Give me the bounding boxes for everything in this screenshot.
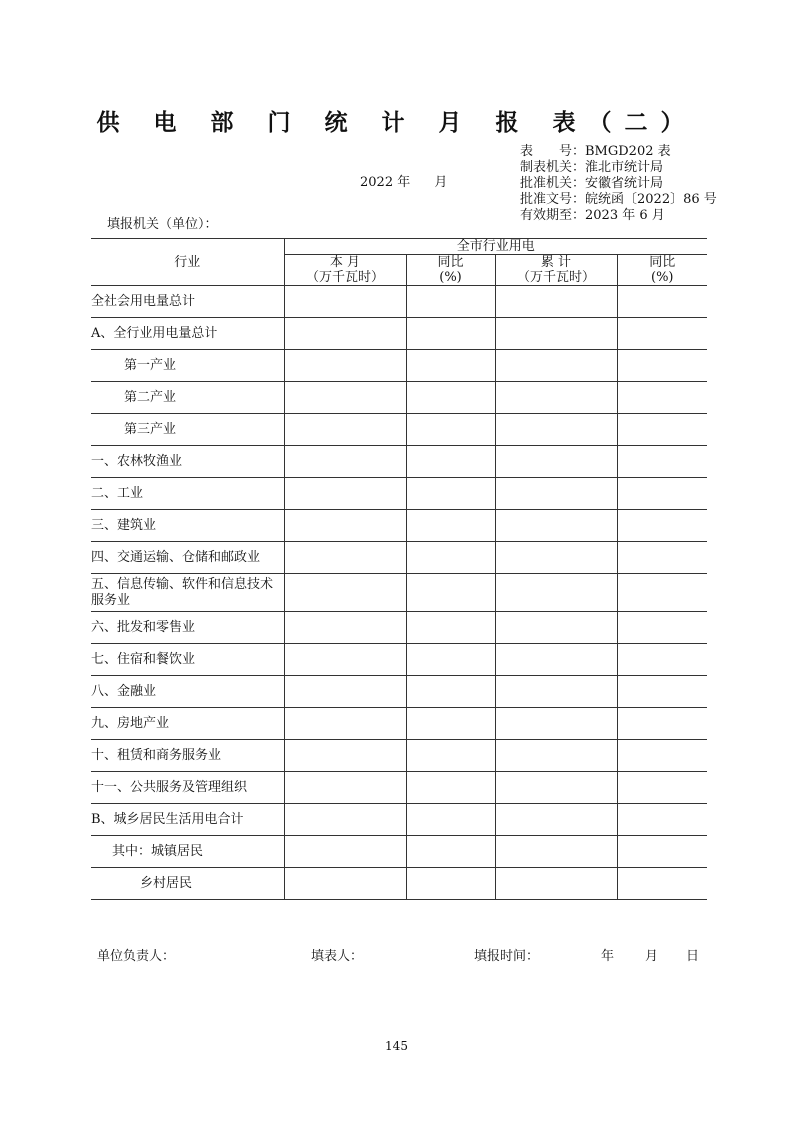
- table-row: [91, 612, 707, 644]
- value-cell[interactable]: [406, 574, 495, 612]
- value-cell[interactable]: [406, 350, 495, 382]
- col-header-line1: 同比: [649, 255, 676, 270]
- row-label: 第三产业: [91, 414, 284, 446]
- col-header-line1: 累 计: [540, 255, 572, 270]
- row-label: B、城乡居民生活用电合计: [91, 804, 284, 836]
- table-row: [91, 318, 707, 350]
- value-cell[interactable]: [495, 318, 617, 350]
- value-cell[interactable]: [495, 676, 617, 708]
- table-row: [91, 804, 707, 836]
- col-header-line2: (%): [651, 270, 674, 285]
- valid-until: 有效期至：2023 年 6 月: [520, 208, 665, 223]
- value-cell[interactable]: [495, 868, 617, 900]
- value-cell[interactable]: [495, 510, 617, 542]
- value-cell[interactable]: [406, 836, 495, 868]
- value-cell[interactable]: [284, 286, 406, 318]
- value-cell[interactable]: [495, 574, 617, 612]
- table-row: [91, 574, 707, 612]
- value-cell[interactable]: [617, 574, 707, 612]
- report-title: 供 电 部 门 统 计 月 报 表（二）: [96, 109, 697, 136]
- row-label: 五、信息传输、软件和信息技术服务业: [91, 574, 284, 612]
- value-cell[interactable]: [495, 382, 617, 414]
- value-cell[interactable]: [495, 612, 617, 644]
- value-cell[interactable]: [406, 478, 495, 510]
- col-header-line1: 本 月: [329, 255, 361, 270]
- value-cell[interactable]: [284, 804, 406, 836]
- value-cell[interactable]: [406, 318, 495, 350]
- row-label: 四、交通运输、仓储和邮政业: [91, 542, 284, 574]
- table-row: [91, 286, 707, 318]
- value-cell[interactable]: [617, 868, 707, 900]
- col-header-line2: (%): [439, 270, 462, 285]
- fill-time-label: 填报时间：: [474, 949, 540, 964]
- value-cell[interactable]: [495, 286, 617, 318]
- table-row: [91, 414, 707, 446]
- value-cell[interactable]: [406, 644, 495, 676]
- table-row: [91, 836, 707, 868]
- value-cell[interactable]: [617, 510, 707, 542]
- value-cell[interactable]: [617, 478, 707, 510]
- row-label: 全社会用电量总计: [91, 286, 284, 318]
- value-cell[interactable]: [617, 350, 707, 382]
- row-label: 一、农林牧渔业: [91, 446, 284, 478]
- responsible-label: 单位负责人：: [97, 949, 176, 964]
- table-row: [91, 478, 707, 510]
- group-header: 全市行业用电: [284, 239, 707, 255]
- value-cell[interactable]: [406, 612, 495, 644]
- value-cell[interactable]: [495, 542, 617, 574]
- value-cell[interactable]: [495, 644, 617, 676]
- preparer-label: 填表人：: [311, 949, 364, 964]
- value-cell[interactable]: [284, 318, 406, 350]
- value-cell[interactable]: [284, 478, 406, 510]
- value-cell[interactable]: [406, 676, 495, 708]
- row-label: 九、房地产业: [91, 708, 284, 740]
- value-cell[interactable]: [617, 804, 707, 836]
- report-year: 2022 年: [360, 175, 411, 190]
- table-row: [91, 740, 707, 772]
- col-header-line2: （万千瓦时）: [305, 270, 384, 285]
- value-cell[interactable]: [284, 414, 406, 446]
- table-row: [91, 510, 707, 542]
- report-month: 月: [434, 175, 448, 190]
- table-row: [91, 772, 707, 804]
- value-cell[interactable]: [495, 836, 617, 868]
- col-header-cumulative-yoy: [617, 255, 707, 286]
- table-row: [91, 708, 707, 740]
- row-label: 八、金融业: [91, 676, 284, 708]
- report-period: [360, 171, 447, 190]
- value-cell[interactable]: [406, 868, 495, 900]
- page-number: 145: [385, 1039, 408, 1053]
- industry-header: 行业: [91, 239, 284, 286]
- value-cell[interactable]: [495, 708, 617, 740]
- value-cell[interactable]: [284, 350, 406, 382]
- value-cell[interactable]: [284, 740, 406, 772]
- value-cell[interactable]: [495, 446, 617, 478]
- value-cell[interactable]: [617, 772, 707, 804]
- value-cell[interactable]: [617, 414, 707, 446]
- value-cell[interactable]: [284, 510, 406, 542]
- value-cell[interactable]: [406, 382, 495, 414]
- value-cell[interactable]: [617, 446, 707, 478]
- col-header-cumulative: [495, 255, 617, 286]
- value-cell[interactable]: [284, 868, 406, 900]
- row-label: 乡村居民: [91, 868, 284, 900]
- value-cell[interactable]: [617, 836, 707, 868]
- approval-number: 批准文号：皖统函〔2022〕86 号: [520, 192, 717, 207]
- value-cell[interactable]: [406, 542, 495, 574]
- form-metadata: [520, 144, 717, 224]
- value-cell[interactable]: [406, 414, 495, 446]
- value-cell[interactable]: [406, 446, 495, 478]
- table-row: [91, 542, 707, 574]
- value-cell[interactable]: [284, 612, 406, 644]
- value-cell[interactable]: [495, 804, 617, 836]
- col-header-line2: （万千瓦时）: [516, 270, 595, 285]
- table-row: [91, 446, 707, 478]
- row-label: 第一产业: [91, 350, 284, 382]
- value-cell[interactable]: [495, 350, 617, 382]
- table-row: [91, 644, 707, 676]
- col-header-current-month: [284, 255, 406, 286]
- table-row: [91, 382, 707, 414]
- value-cell[interactable]: [406, 772, 495, 804]
- row-label: 十一、公共服务及管理组织: [91, 772, 284, 804]
- value-cell[interactable]: [406, 804, 495, 836]
- value-cell[interactable]: [406, 708, 495, 740]
- table-row: [91, 868, 707, 900]
- form-number: 表 号：BMGD202 表: [520, 144, 671, 159]
- fill-year-label: 年: [601, 949, 615, 964]
- value-cell[interactable]: [406, 510, 495, 542]
- value-cell[interactable]: [284, 836, 406, 868]
- value-cell[interactable]: [284, 542, 406, 574]
- row-label: 七、住宿和餐饮业: [91, 644, 284, 676]
- value-cell[interactable]: [617, 740, 707, 772]
- value-cell[interactable]: [617, 708, 707, 740]
- row-label: 十、租赁和商务服务业: [91, 740, 284, 772]
- approving-authority: 批准机关：安徽省统计局: [520, 176, 664, 191]
- value-cell[interactable]: [284, 708, 406, 740]
- value-cell[interactable]: [495, 478, 617, 510]
- fill-day-label: 日: [686, 949, 700, 964]
- row-label: 其中：城镇居民: [91, 836, 284, 868]
- fill-month-label: 月: [645, 949, 659, 964]
- value-cell[interactable]: [617, 676, 707, 708]
- value-cell[interactable]: [617, 318, 707, 350]
- value-cell[interactable]: [617, 286, 707, 318]
- row-label: A、全行业用电量总计: [91, 318, 284, 350]
- value-cell[interactable]: [495, 740, 617, 772]
- value-cell[interactable]: [284, 644, 406, 676]
- col-header-line1: 同比: [437, 255, 464, 270]
- value-cell[interactable]: [284, 382, 406, 414]
- row-label: 第二产业: [91, 382, 284, 414]
- value-cell[interactable]: [617, 542, 707, 574]
- value-cell[interactable]: [617, 612, 707, 644]
- col-header-month-yoy: [406, 255, 495, 286]
- value-cell[interactable]: [495, 414, 617, 446]
- value-cell[interactable]: [495, 772, 617, 804]
- value-cell[interactable]: [284, 676, 406, 708]
- value-cell[interactable]: [284, 772, 406, 804]
- table-row: [91, 676, 707, 708]
- value-cell[interactable]: [617, 644, 707, 676]
- value-cell[interactable]: [406, 286, 495, 318]
- row-label: 三、建筑业: [91, 510, 284, 542]
- filler-label: 填报机关（单位）：: [107, 217, 218, 232]
- row-label: 二、工业: [91, 478, 284, 510]
- report-table: [91, 238, 707, 900]
- value-cell[interactable]: [284, 446, 406, 478]
- row-label: 六、批发和零售业: [91, 612, 284, 644]
- value-cell[interactable]: [406, 740, 495, 772]
- value-cell[interactable]: [284, 574, 406, 612]
- issuing-authority: 制表机关：淮北市统计局: [520, 160, 664, 175]
- value-cell[interactable]: [617, 382, 707, 414]
- table-row: [91, 350, 707, 382]
